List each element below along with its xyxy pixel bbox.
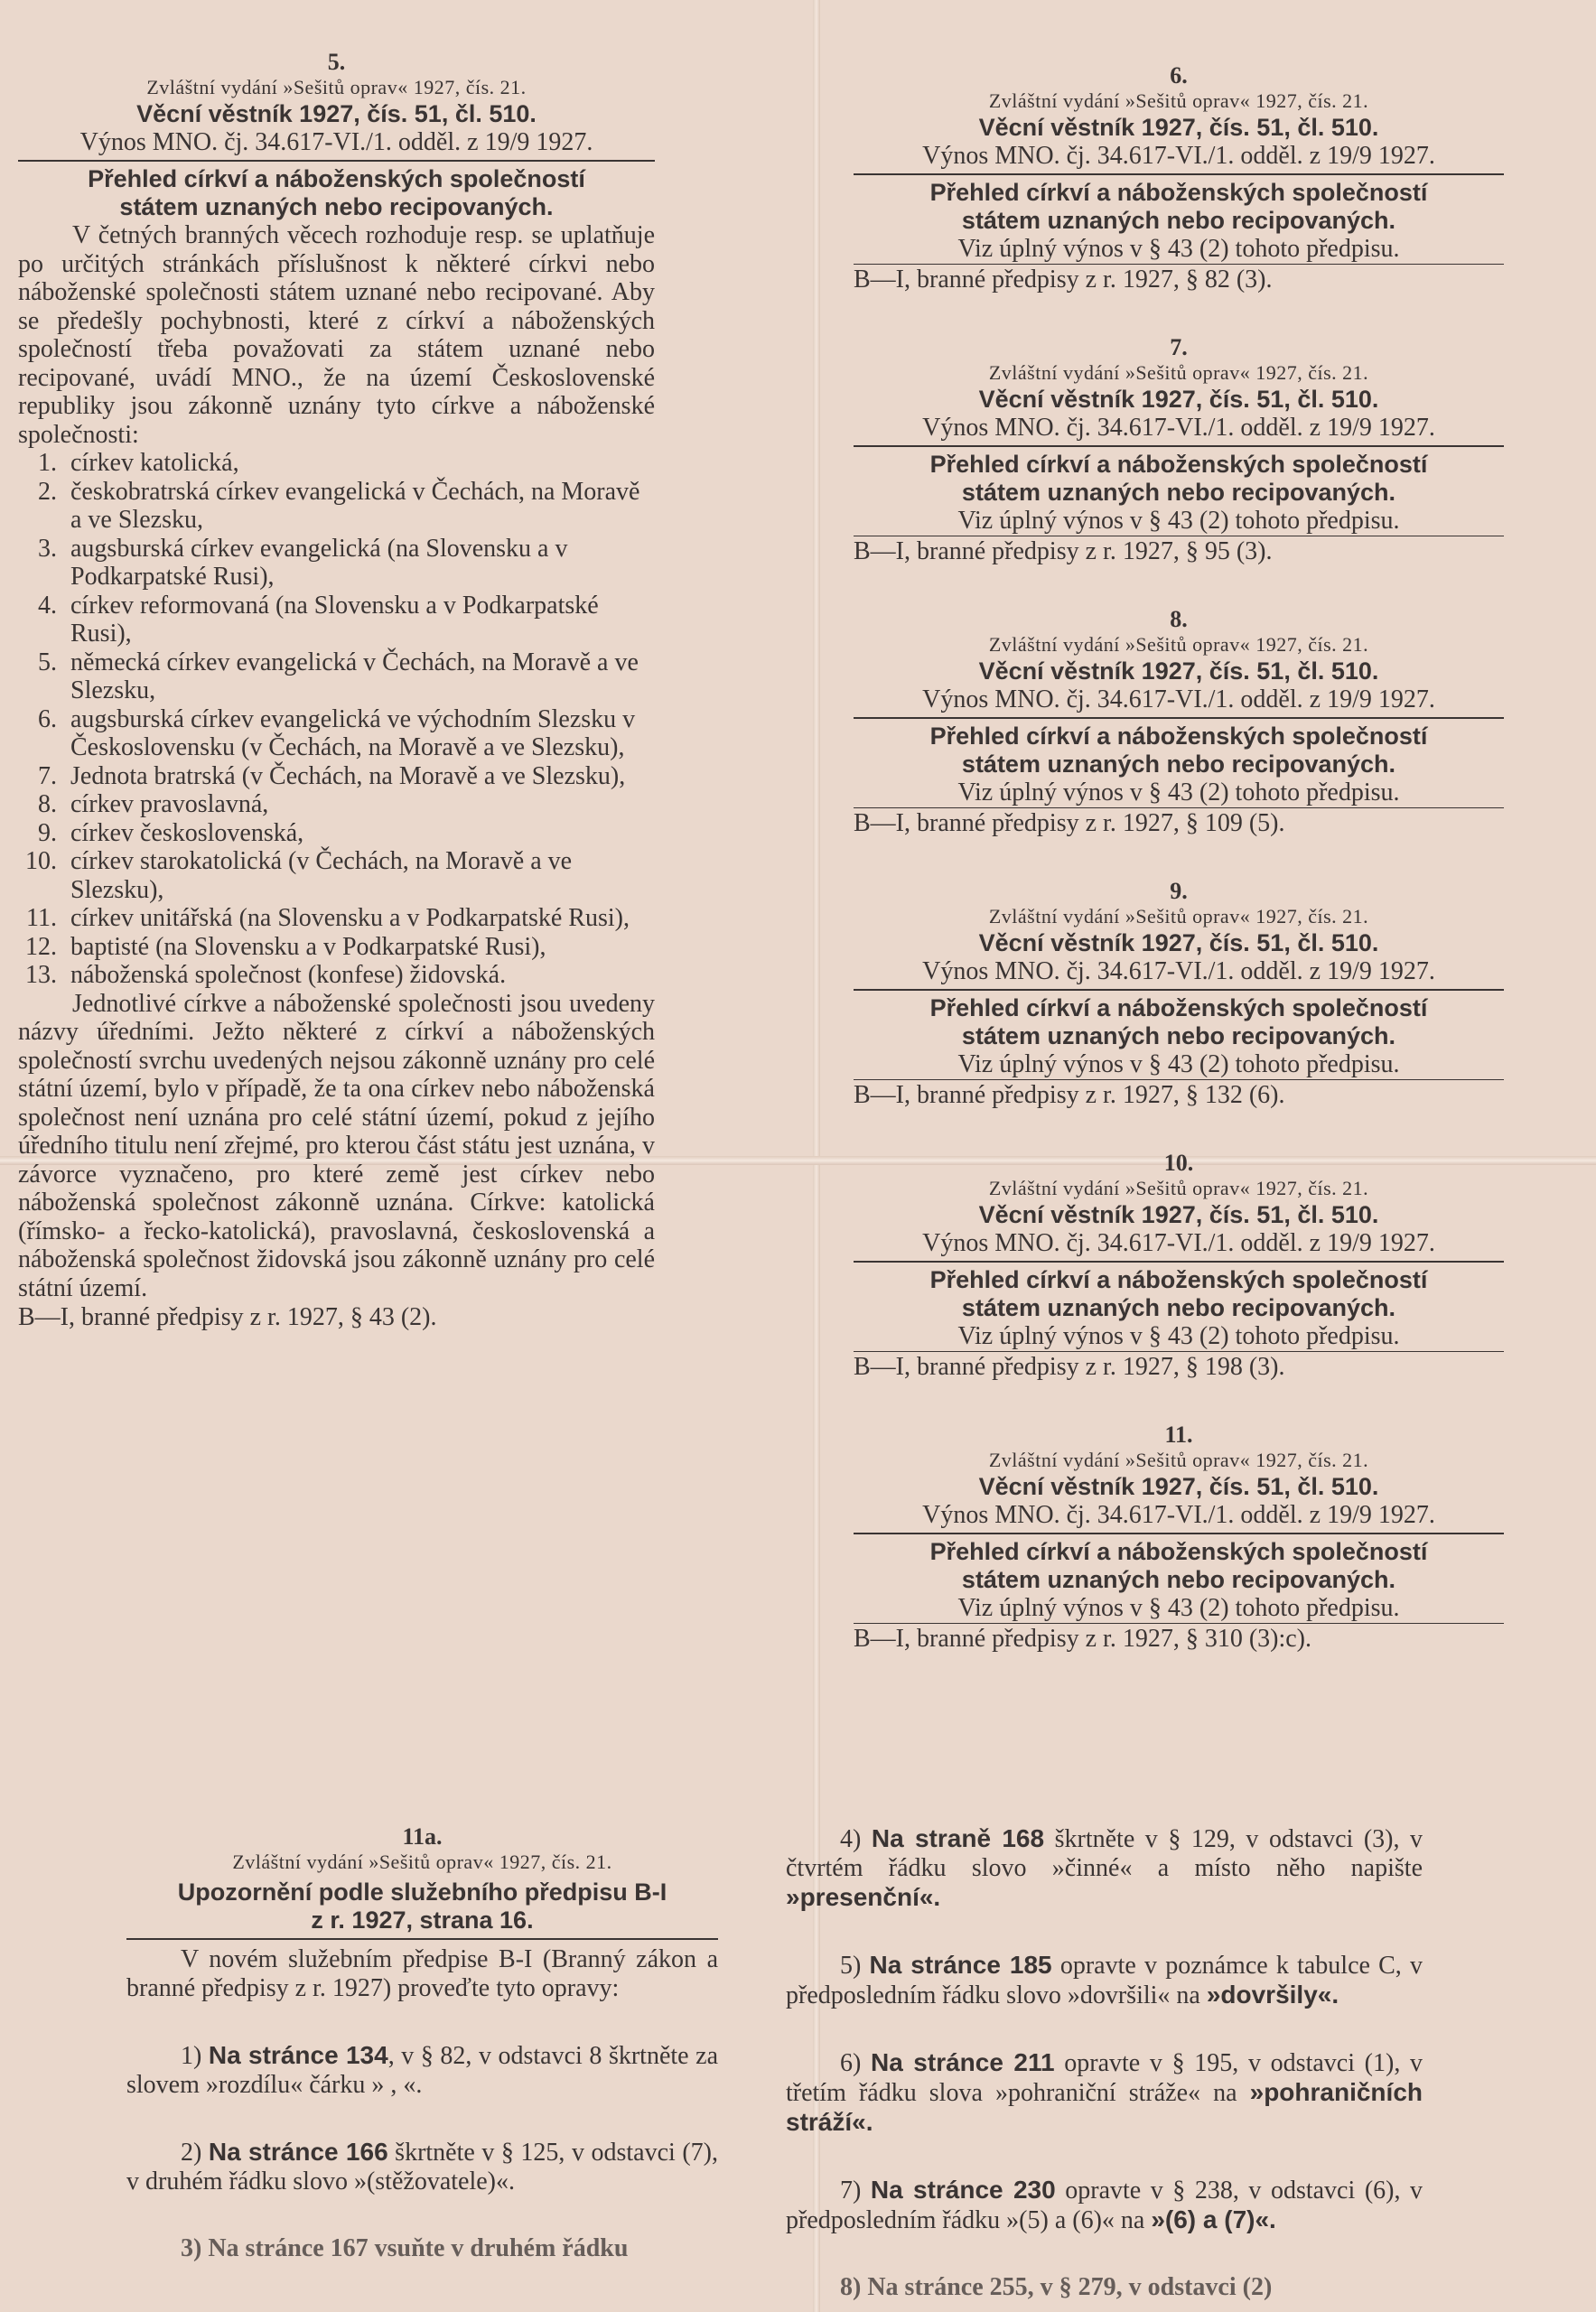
vynos-line: Výnos MNO. čj. 34.617-VI./1. odděl. z 19/9 1927. [854,685,1504,719]
list-item: 8. církev pravoslavná, [63,790,655,819]
title-line-1: Přehled církví a náboženských společností [929,1538,1428,1565]
correction-7 [786,2176,1423,2235]
section-title [854,179,1504,235]
list-item: 2. českobratrská církev evangelická v Čechách, na Moravě a ve Slezsku, [63,478,655,535]
title-line-2: z r. 1927, strana 16. [311,1906,534,1934]
correction-text: opravte v § 195, v odstavci (1), v třetím řádku slova »pohraniční stráže« na [786,2049,1423,2107]
title-line-2: státem uznaných nebo recipovaných. [961,479,1396,506]
section-number: 8. [1170,606,1188,632]
title-line-2: státem uznaných nebo recipovaných. [119,193,554,220]
list-item: 5. německá církev evangelická v Čechách, na Moravě a ve Slezsku, [63,648,655,705]
full-text-reference: Viz úplný výnos v § 43 (2) tohoto předpisu. [854,1322,1504,1352]
list-item: 9. církev československá, [63,819,655,848]
page-ref: Na stránce 211 [871,2048,1055,2076]
outro-paragraph: Jednotlivé církve a náboženské společnosti jsou uvedeny názvy úředními. Ježto některé z církví a náboženských společností svrchu uvedených nejsou zákonně uznány pro celé státní území, bylo v případě, že ta ona církev nebo náboženská společnost není uznána pro celé státní území, pokud z jejího úředního titulu není zřejmé, pro kterou část státu jest uznána, v závorce vyznačeno, pro které země jest církev nebo náboženská společnost zákonně uznána. Církve: katolická (římsko- a řecko-katolická), pravoslavná, československá a náboženská společnost židovská jsou zákonně uznány pro celé státní území. [18,989,655,1302]
section-title [854,1266,1504,1322]
special-edition-line: Zvláštní vydání »Sešitů oprav« 1927, čís. 21. [232,1851,612,1873]
list-item: 13. náboženská společnost (konfese) židovská. [63,961,655,990]
church-list [18,449,655,990]
section-9 [854,879,1504,1111]
full-text-reference: Viz úplný výnos v § 43 (2) tohoto předpisu. [854,507,1504,536]
list-item: 11. církev unitářská (na Slovensku a v Podkarpatské Rusi), [63,904,655,933]
list-item: 6. augsburská církev evangelická ve východním Slezsku v Československu (v Čechách, na Moravě a ve Slezsku), [63,705,655,762]
new-word: »(6) a (7)«. [1151,2205,1276,2233]
title-line-2: státem uznaných nebo recipovaných. [961,1022,1396,1049]
list-item: 3. augsburská církev evangelická (na Slovensku a v Podkarpatské Rusi), [63,535,655,592]
section-title [854,451,1504,507]
vynos-line: Výnos MNO. čj. 34.617-VI./1. odděl. z 19/9 1927. [854,1500,1504,1534]
section-11a [126,1824,718,2263]
section-7 [854,335,1504,567]
page-ref: Na stránce 166 [208,2138,388,2166]
section-11 [854,1422,1504,1655]
list-item: 4. církev reformovaná (na Slovensku a v Podkarpatské Rusi), [63,592,655,648]
title-line-2: státem uznaných nebo recipovaných. [961,1566,1396,1593]
bi-reference: B—I, branné předpisy z r. 1927, § 43 (2). [18,1303,437,1331]
section-10 [854,1151,1504,1383]
correction-3-partial: 3) Na stránce 167 vsuňte v druhém řádku [181,2234,629,2262]
title-line-2: státem uznaných nebo recipovaných. [961,1294,1396,1321]
vestnik-line: Věcní věstník 1927, čís. 51, čl. 510. [978,1201,1379,1228]
special-edition-line: Zvláštní vydání »Sešitů oprav« 1927, čís. 21. [988,89,1369,112]
page-ref: Na stránce 230 [870,2176,1056,2204]
vestnik-line: Věcní věstník 1927, čís. 51, čl. 510. [978,1473,1379,1500]
vynos-line: Výnos MNO. čj. 34.617-VI./1. odděl. z 19/9 1927. [854,956,1504,991]
page-ref: Na stránce 134 [208,2041,388,2069]
correction-text: škrtněte v § 129, v odstavci (3), v čtvrtém řádku slovo »činné« a místo něho napište [786,1825,1423,1882]
vestnik-line: Věcní věstník 1927, čís. 51, čl. 510. [978,114,1379,141]
page-ref: Na stránce 185 [869,1951,1052,1979]
bi-reference: B—I, branné předpisy z r. 1927, § 82 (3). [854,266,1273,294]
bi-reference: B—I, branné předpisy z r. 1927, § 109 (5). [854,809,1285,837]
correction-text: , v § 82, v odstavci 8 škrtněte za slovem »rozdílu« čárku » , «. [126,2042,718,2099]
section-number: 5. [327,49,346,75]
section-number: 6. [1170,62,1188,89]
vynos-line: Výnos MNO. čj. 34.617-VI./1. odděl. z 19/9 1927. [18,127,655,162]
correction-number: 6) [840,2049,872,2077]
vynos-line: Výnos MNO. čj. 34.617-VI./1. odděl. z 19/9 1927. [854,141,1504,175]
full-text-reference: Viz úplný výnos v § 43 (2) tohoto předpisu. [854,1050,1504,1080]
correction-number: 4) [840,1825,872,1853]
title-line-1: Přehled církví a náboženských společností [929,994,1428,1021]
section-number: 11. [1164,1422,1193,1448]
corrections-4-8 [786,1824,1423,2302]
list-item: 7. Jednota bratrská (v Čechách, na Moravě a ve Slezsku), [63,762,655,791]
vestnik-line: Věcní věstník 1927, čís. 51, čl. 510. [136,100,537,127]
section-title [854,994,1504,1050]
section-title [126,1878,718,1940]
title-line-2: státem uznaných nebo recipovaných. [961,207,1396,234]
vestnik-line: Věcní věstník 1927, čís. 51, čl. 510. [978,657,1379,685]
bi-reference: B—I, branné předpisy z r. 1927, § 132 (6). [854,1081,1285,1109]
title-line-1: Upozornění podle služebního předpisu B-I [177,1878,667,1906]
full-text-reference: Viz úplný výnos v § 43 (2) tohoto předpisu. [854,235,1504,265]
section-title [854,722,1504,778]
list-item: 10. církev starokatolická (v Čechách, na Moravě a ve Slezsku), [63,847,655,904]
special-edition-line: Zvláštní vydání »Sešitů oprav« 1927, čís. 21. [988,633,1369,656]
correction-text: opravte v poznámce k tabulce C, v předposledním řádku slovo »dovršili« na [786,1952,1423,2009]
bi-reference: B—I, branné předpisy z r. 1927, § 310 (3):c). [854,1625,1311,1653]
section-5 [18,50,655,1355]
vynos-line: Výnos MNO. čj. 34.617-VI./1. odděl. z 19/9 1927. [854,1228,1504,1263]
vynos-line: Výnos MNO. čj. 34.617-VI./1. odděl. z 19/9 1927. [854,413,1504,447]
list-item: 12. baptisté (na Slovensku a v Podkarpatské Rusi), [63,933,655,962]
section-title [18,165,655,221]
correction-text: opravte v § 238, v odstavci (6), v předposledním řádku »(5) a (6)« na [786,2177,1423,2234]
section-number: 7. [1170,334,1188,360]
special-edition-line: Zvláštní vydání »Sešitů oprav« 1927, čís. 21. [988,905,1369,928]
new-word: »presenční«. [786,1883,941,1911]
correction-5 [786,1951,1423,2010]
section-title [854,1538,1504,1594]
intro-paragraph: V novém služebním předpise B-I (Branný zákon a branné předpisy z r. 1927) proveďte tyto opravy: [126,1945,718,2002]
section-6 [854,63,1504,295]
correction-number: 1) [181,2042,209,2070]
intro-paragraph: V četných branných věcech rozhoduje resp. se uplatňuje po určitých stránkách příslušnost k některé církvi nebo náboženské společnosti státem uznané nebo recipované. Aby se předešly pochybnosti, které z církví a náboženských společností třeba považovati za státem uznané nebo recipované, uvádí MNO., že na území Československé republiky jsou zákonně uznány tyto církve a náboženské společnosti: [18,221,655,449]
full-text-reference: Viz úplný výnos v § 43 (2) tohoto předpisu. [854,1594,1504,1624]
list-item: 1. církev katolická, [63,449,655,478]
special-edition-line: Zvláštní vydání »Sešitů oprav« 1927, čís. 21. [146,76,527,98]
special-edition-line: Zvláštní vydání »Sešitů oprav« 1927, čís. 21. [988,361,1369,384]
bi-reference: B—I, branné předpisy z r. 1927, § 198 (3). [854,1353,1285,1381]
new-word: »pohraničních stráží«. [786,2078,1423,2136]
vestnik-line: Věcní věstník 1927, čís. 51, čl. 510. [978,929,1379,956]
sections-6-11 [854,63,1504,1694]
correction-number: 7) [840,2177,871,2205]
title-line-1: Přehled církví a náboženských společností [929,1266,1428,1293]
correction-6 [786,2048,1423,2138]
section-number: 11a. [402,1823,443,1850]
correction-8-partial: 8) Na stránce 255, v § 279, v odstavci (2) [840,2273,1273,2301]
correction-number: 2) [181,2139,209,2167]
special-edition-line: Zvláštní vydání »Sešitů oprav« 1927, čís. 21. [988,1177,1369,1199]
vestnik-line: Věcní věstník 1927, čís. 51, čl. 510. [978,386,1379,413]
section-8 [854,607,1504,839]
section-number: 10. [1163,1150,1194,1176]
bi-reference: B—I, branné předpisy z r. 1927, § 95 (3). [854,537,1273,565]
title-line-1: Přehled církví a náboženských společností [929,722,1428,750]
full-text-reference: Viz úplný výnos v § 43 (2) tohoto předpisu. [854,778,1504,808]
section-number: 9. [1170,878,1188,904]
title-line-1: Přehled církví a náboženských společností [929,451,1428,478]
special-edition-line: Zvláštní vydání »Sešitů oprav« 1927, čís. 21. [988,1449,1369,1471]
correction-2 [126,2138,718,2196]
title-line-1: Přehled církví a náboženských společností [88,165,585,192]
correction-text: škrtněte v § 125, v odstavci (7), v druhém řádku slovo »(stěžovatele)«. [126,2139,719,2195]
new-word: »dovršily«. [1206,1981,1339,2009]
title-line-1: Přehled církví a náboženských společností [929,179,1428,206]
correction-4 [786,1824,1423,1913]
title-line-2: státem uznaných nebo recipovaných. [961,750,1396,778]
correction-1 [126,2041,718,2100]
page-ref: Na straně 168 [871,1824,1045,1852]
correction-number: 5) [840,1952,870,1980]
